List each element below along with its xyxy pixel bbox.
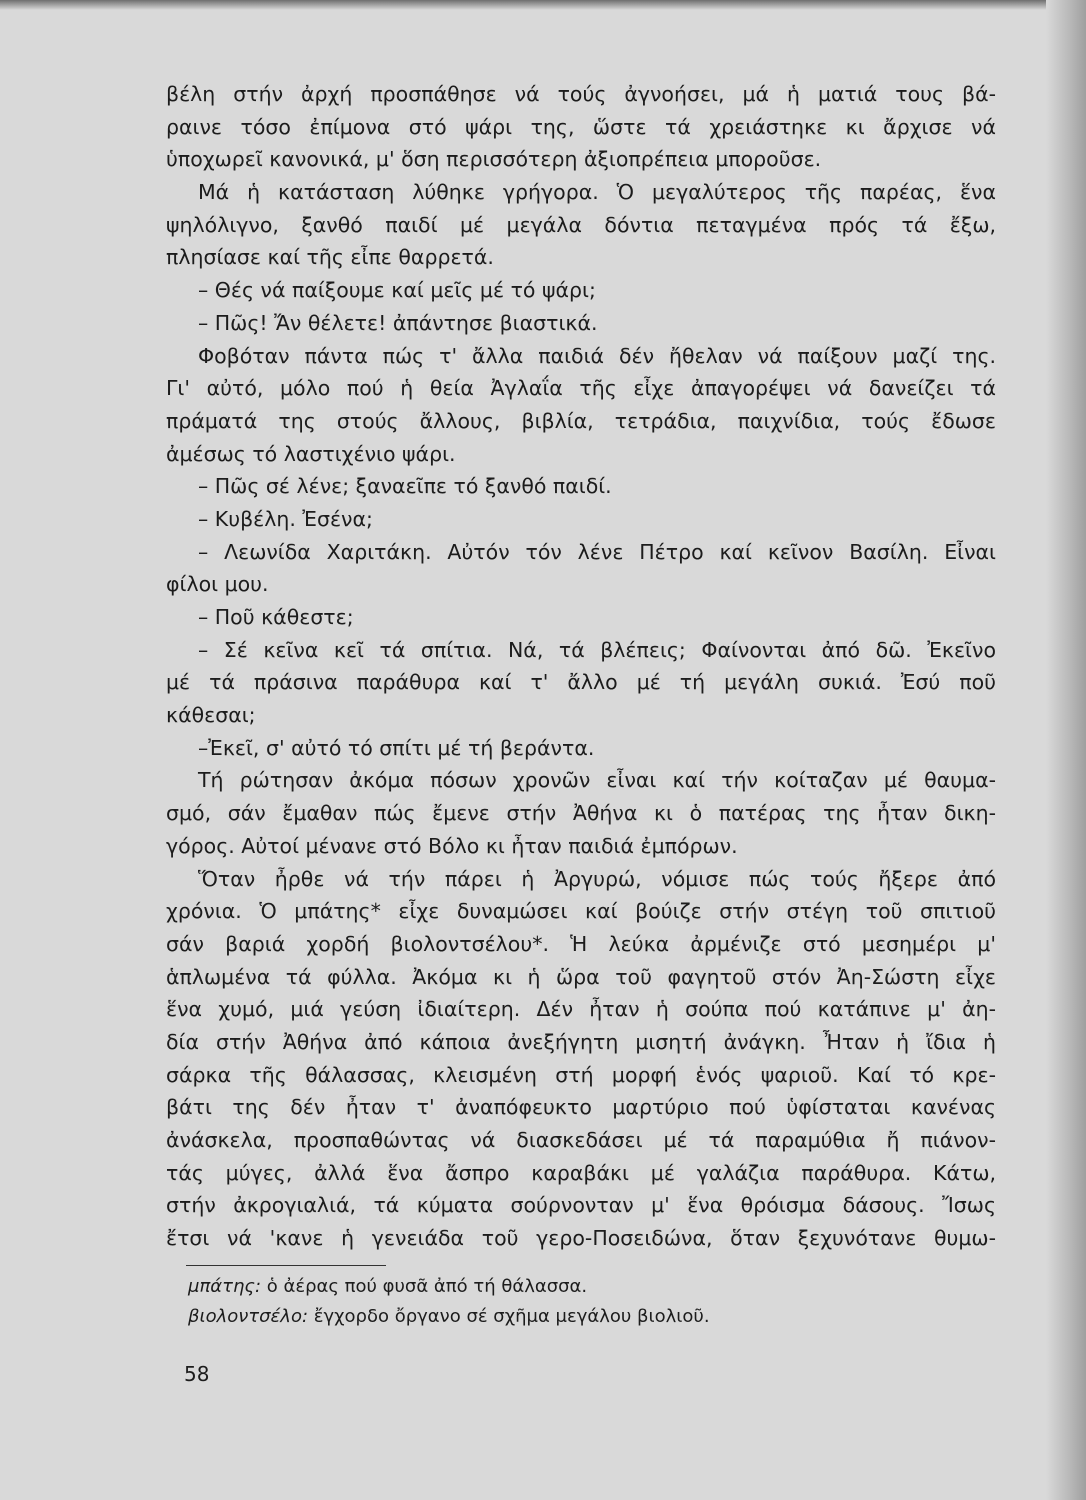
text-line: ἀνάσκελα, προσπαθώντας νά διασκεδάσει μέ τά παραμύθια ἤ πιάνον- (166, 1128, 996, 1152)
text-line: σάν βαριά χορδή βιολοντσέλου*. Ἡ λεύκα ἀρμένιζε στό μεσημέρι μ' (166, 931, 996, 956)
text-line: κάθεσαι; (166, 703, 256, 728)
text-line: Φοβόταν πάντα πώς τ' ἄλλα παιδιά δέν ἤθελαν νά παίξουν μαζί της. (198, 343, 996, 368)
text-line: δία στήν Ἀθήνα ἀπό κάποια ἀνεξήγητη μισητή ἀνάγκη. Ἦταν ἡ ἴδια ἡ (166, 1029, 996, 1054)
text-line: – Κυβέλη. Ἐσένα; (198, 506, 373, 531)
text-line: –Ἐκεῖ, σ' αὐτό τό σπίτι μέ τή βεράντα. (198, 735, 595, 760)
text-line: ἀμέσως τό λαστιχένιο ψάρι. (166, 441, 456, 466)
footnote (188, 1272, 710, 1302)
text-line: μέ τά πράσινα παράθυρα καί τ' ἄλλο μέ τή μεγάλη συκιά. Ἐσύ ποῦ (166, 670, 996, 695)
text-line: τάς μύγες, ἀλλά ἕνα ἄσπρο καραβάκι μέ γαλάζια παράθυρα. Κάτω, (166, 1160, 996, 1185)
text-line: ἔτσι νά 'κανε ἡ γενειάδα τοῦ γερο-Ποσειδώνα, ὅταν ξεχυνότανε θυμω- (166, 1226, 996, 1251)
text-line: – Ποῦ κάθεστε; (198, 605, 354, 629)
body-text (166, 78, 996, 1255)
text-line: φίλοι μου. (166, 572, 269, 597)
footnote-divider (186, 1265, 386, 1266)
text-line: ἁπλωμένα τά φύλλα. Ἀκόμα κι ἡ ὥρα τοῦ φαγητοῦ στόν Ἀη-Σώστη εἶχε (166, 964, 996, 989)
text-line: στήν ἀκρογιαλιά, τά κύματα σούρνονταν μ' ἕνα θρόισμα δάσους. Ἴσως (166, 1193, 996, 1218)
footnote (188, 1302, 710, 1332)
text-line: Γι' αὐτό, μόλο πού ἡ θεία Ἀγλαΐα τῆς εἶχε ἀπαγορέψει νά δανείζει τά (166, 376, 996, 401)
footnotes (188, 1272, 710, 1332)
text-line: – Πῶς! Ἄν θέλετε! ἀπάντησε βιαστικά. (198, 310, 598, 335)
page-edge-shadow (1046, 0, 1086, 1500)
text-line: Τή ρώτησαν ἀκόμα πόσων χρονῶν εἶναι καί τήν κοίταζαν μέ θαυμα- (198, 768, 996, 793)
footnote-definition: ἔγχορδο ὄργανο σέ σχῆμα μεγάλου βιολιοῦ. (308, 1306, 710, 1327)
footnote-term: βιολοντσέλο: (188, 1306, 309, 1327)
text-line: – Σέ κεῖνα κεῖ τά σπίτια. Νά, τά βλέπεις; Φαίνονται ἀπό δῶ. Ἐκεῖνο (198, 637, 996, 662)
footnote-definition: ὁ ἀέρας πού φυσᾶ ἀπό τή θάλασσα. (261, 1276, 588, 1297)
text-line: πλησίασε καί τῆς εἶπε θαρρετά. (166, 245, 494, 270)
text-line: πράματά της στούς ἄλλους, βιβλία, τετράδια, παιχνίδια, τούς ἔδωσε (166, 408, 996, 433)
footnote-term: μπάτης: (188, 1276, 262, 1297)
page-top-edge (0, 0, 1086, 10)
text-line: γόρος. Αὐτοί μένανε στό Βόλο κι ἦταν παιδιά ἐμπόρων. (166, 833, 738, 858)
text-line: ψηλόλιγνο, ξανθό παιδί μέ μεγάλα δόντια πεταγμένα πρός τά ἔξω, (166, 212, 996, 237)
text-line: Ὅταν ἦρθε νά τήν πάρει ἡ Ἀργυρώ, νόμισε πώς τούς ἤξερε ἀπό (198, 866, 996, 891)
text-line: βέλη στήν ἀρχή προσπάθησε νά τούς ἀγνοήσει, μά ἡ ματιά τους βά- (166, 82, 996, 106)
text-line: – Πῶς σέ λένε; ξαναεῖπε τό ξανθό παιδί. (198, 474, 612, 499)
text-line: Μά ἡ κατάσταση λύθηκε γρήγορα. Ὁ μεγαλύτερος τῆς παρέας, ἕνα (198, 180, 996, 205)
text-line: χρόνια. Ὁ μπάτης* εἶχε δυναμώσει καί βούιζε στήν στέγη τοῦ σπιτιοῦ (166, 899, 996, 924)
text-line: – Λεωνίδα Χαριτάκη. Αὐτόν τόν λένε Πέτρο καί κεῖνον Βασίλη. Εἶναι (198, 539, 996, 564)
text-line: σμό, σάν ἔμαθαν πώς ἔμενε στήν Ἀθήνα κι ὁ πατέρας της ἦταν δικη- (166, 801, 996, 826)
page-number: 58 (184, 1362, 210, 1386)
text-line: – Θές νά παίξουμε καί μεῖς μέ τό ψάρι; (198, 278, 596, 303)
text-line: ἕνα χυμό, μιά γεύση ἰδιαίτερη. Δέν ἦταν ἡ σούπα πού κατάπινε μ' ἀη- (166, 997, 996, 1022)
text-line: σάρκα τῆς θάλασσας, κλεισμένη στή μορφή ἑνός ψαριοῦ. Καί τό κρε- (166, 1062, 996, 1087)
text-line: ὑποχωρεῖ κανονικά, μ' ὅση περισσότερη ἀξιοπρέπεια μποροῦσε. (166, 147, 822, 172)
text-line: ραινε τόσο ἐπίμονα στό ψάρι της, ὥστε τά χρειάστηκε κι ἄρχισε νά (166, 114, 996, 139)
text-line: βάτι της δέν ἦταν τ' ἀναπόφευκτο μαρτύριο πού ὑφίσταται κανένας (166, 1095, 996, 1120)
